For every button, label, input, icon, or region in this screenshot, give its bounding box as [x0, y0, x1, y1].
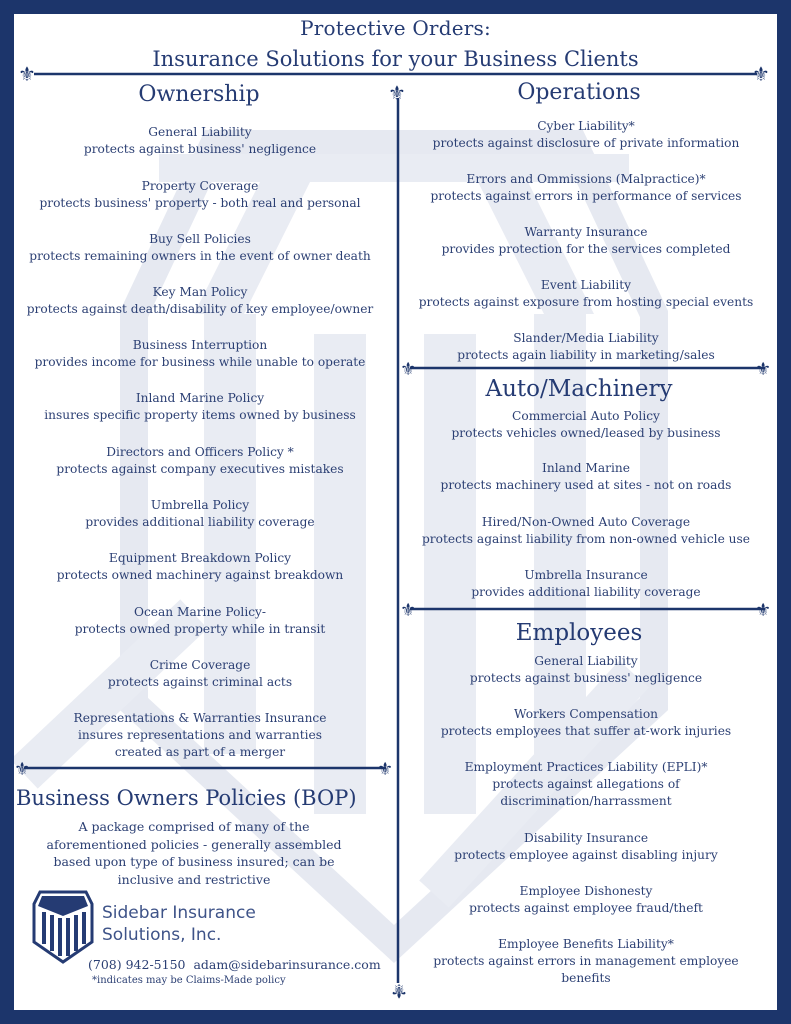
svg-text:⚜: ⚜ [755, 600, 772, 621]
bop-heading: Business Owners Policies (BOP) [16, 786, 357, 810]
phone-number[interactable]: (708) 942-5150 [88, 957, 186, 972]
operations-item: Slander/Media Liability protects again liability in marketing/sales [457, 331, 715, 362]
ownership-item: Business Interruption provides income for business while unable to operate [34, 338, 366, 369]
ownership-item: Umbrella Policy provides additional liability coverage [85, 498, 315, 529]
ownership-item: Equipment Breakdown Policy protects owned machinery against breakdown [56, 551, 344, 582]
employees-item: Employee Dishonesty protects against employee fraud/theft [469, 884, 703, 915]
employees-item: Employee Benefits Liability* protects against errors in management employee benefits [433, 937, 739, 985]
employees-item: Workers Compensation protects employees that suffer at-work injuries [440, 707, 732, 738]
auto-machinery-item: Commercial Auto Policy protects vehicles owned/leased by business [451, 409, 721, 440]
auto-machinery-item: Hired/Non-Owned Auto Coverage protects against liability from non-owned vehicle use [422, 515, 750, 546]
bop-description: A package comprised of many of the aforementioned policies - generally assembled based upon type of business insured; can be inclusive and restrictive [46, 819, 342, 887]
svg-text:⚜: ⚜ [755, 359, 772, 380]
ownership-item: Representations & Warranties Insurance insures representations and warranties created as part of a merger [73, 711, 327, 759]
operations-item: Warranty Insurance provides protection for the services completed [441, 225, 731, 256]
operations-heading: Operations [517, 80, 641, 105]
company-name: Sidebar Insurance Solutions, Inc. [102, 903, 256, 945]
ownership-item: General Liability protects against business' negligence [83, 125, 317, 156]
employees-item: General Liability protects against business' negligence [469, 654, 703, 685]
shield-pillars-icon [32, 888, 94, 964]
contact-line [88, 957, 381, 972]
svg-text:⚜: ⚜ [388, 81, 406, 105]
svg-text:⚜: ⚜ [18, 62, 36, 86]
auto-machinery-item: Umbrella Insurance provides additional liability coverage [471, 568, 701, 599]
svg-text:⚜: ⚜ [390, 979, 408, 1003]
ownership-item: Crime Coverage protects against criminal acts [107, 658, 293, 689]
claims-made-note: *indicates may be Claims-Made policy [92, 975, 286, 986]
page-title-line2: Insurance Solutions for your Business Clients [152, 47, 639, 71]
svg-text:⚜: ⚜ [377, 759, 394, 780]
svg-text:⚜: ⚜ [14, 759, 31, 780]
email-link[interactable]: adam@sidebarinsurance.com [193, 957, 381, 972]
ownership-item: Property Coverage protects business' property - both real and personal [39, 179, 361, 210]
ownership-item: Ocean Marine Policy- protects owned property while in transit [74, 605, 326, 636]
auto-machinery-heading: Auto/Machinery [485, 376, 673, 402]
ownership-heading: Ownership [138, 82, 260, 107]
svg-text:⚜: ⚜ [400, 600, 417, 621]
svg-text:⚜: ⚜ [752, 62, 770, 86]
flyer-page [14, 14, 777, 1010]
ownership-item: Key Man Policy protects against death/disability of key employee/owner [26, 285, 374, 316]
operations-item: Errors and Ommissions (Malpractice)* protects against errors in performance of services [430, 172, 742, 203]
ownership-item: Inland Marine Policy insures specific property items owned by business [44, 391, 356, 422]
employees-item: Disability Insurance protects employee against disabling injury [454, 831, 718, 862]
operations-item: Cyber Liability* protects against disclosure of private information [432, 119, 740, 150]
auto-machinery-item: Inland Marine protects machinery used at sites - not on roads [440, 461, 732, 492]
ownership-item: Directors and Officers Policy * protects against company executives mistakes [56, 445, 344, 476]
employees-heading: Employees [515, 620, 643, 646]
svg-text:⚜: ⚜ [400, 359, 417, 380]
ownership-item: Buy Sell Policies protects remaining owners in the event of owner death [29, 232, 371, 263]
operations-item: Event Liability protects against exposure from hosting special events [418, 278, 754, 309]
page-title-line1: Protective Orders: [300, 16, 491, 40]
employees-item: Employment Practices Liability (EPLI)* protects against allegations of discrimination/harrassment [464, 760, 708, 808]
